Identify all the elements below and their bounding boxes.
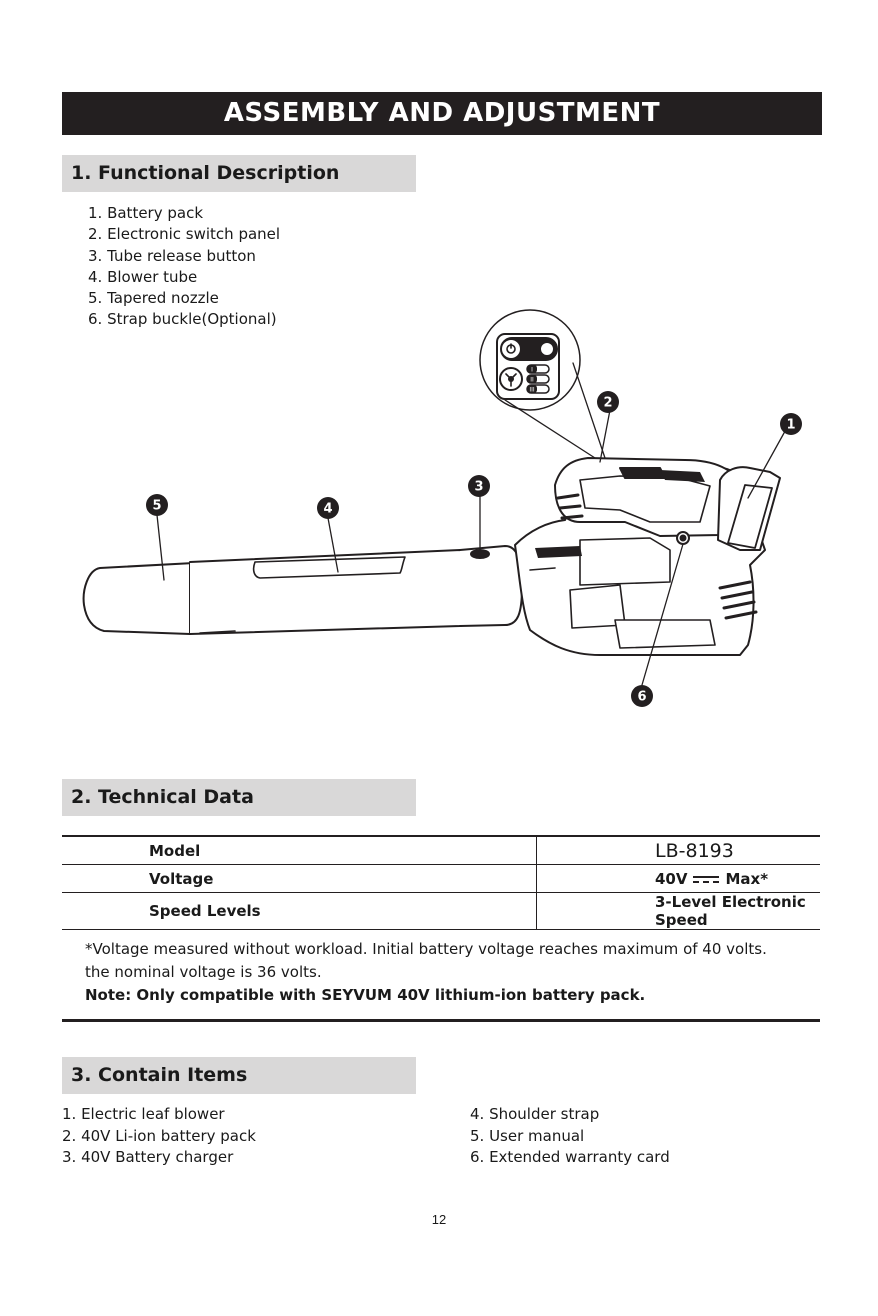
callout-4 [317,497,339,519]
svg-text:4: 4 [323,501,333,517]
section-divider [62,1019,820,1022]
voltage-note: the nominal voltage is 36 volts. [85,963,322,981]
page-number: 12 [431,1212,447,1227]
section-heading-functional: 1. Functional Description [62,155,416,192]
list-item: 4. Shoulder strap [470,1105,600,1123]
voltage-suffix: Max* [725,869,769,888]
technical-notes [85,938,767,1007]
list-item: 2. Electronic switch panel [88,225,281,244]
svg-text:1: 1 [786,417,796,433]
spec-value: 3-Level Electronic Speed [537,893,821,930]
table-row [62,865,820,893]
section-heading-technical: 2. Technical Data [62,779,416,816]
leaf-blower-illustration [60,300,878,720]
list-item: 1. Electric leaf blower [62,1105,225,1123]
table-row [62,836,820,865]
technical-data-table [62,835,820,930]
callout-6 [631,685,653,707]
svg-text:2: 2 [603,395,613,411]
svg-text:3: 3 [474,479,484,495]
compatibility-note: Note: Only compatible with SEYVUM 40V lithium-ion battery pack. [85,986,646,1004]
spec-value [537,865,821,893]
speed-level-label: III [529,386,535,394]
callout-1 [780,413,802,435]
list-item: 6. Extended warranty card [470,1148,670,1166]
contents-list-left [62,1104,256,1169]
callout-3 [468,475,490,497]
list-item: 5. Tapered nozzle [88,289,219,308]
callout-2 [597,391,619,413]
contents-list-right [470,1104,670,1169]
speed-level-label: II [530,376,534,384]
list-item: 4. Blower tube [88,267,198,286]
svg-text:6: 6 [637,689,647,705]
switch-panel-inset [480,310,605,458]
spec-label: Speed Levels [62,893,537,930]
page-banner-title: ASSEMBLY AND ADJUSTMENT [62,92,822,135]
voltage-value: 40V [655,869,688,888]
list-item: 5. User manual [470,1126,585,1145]
list-item: 1. Battery pack [88,204,204,222]
table-row [62,893,820,930]
list-item: 6. Strap buckle(Optional) [88,310,277,329]
spec-label: Model [62,836,537,865]
spec-value: LB-8193 [537,836,821,865]
section-heading-contents: 3. Contain Items [62,1057,416,1094]
spec-label: Voltage [62,865,537,893]
svg-text:5: 5 [152,498,162,514]
voltage-note: *Voltage measured without workload. Initial battery voltage reaches maximum of 40 volts. [85,940,767,958]
callout-5 [146,494,168,516]
speed-level-label: I [531,366,533,374]
list-item: 3. Tube release button [88,246,256,265]
dc-symbol-icon [693,875,719,884]
list-item: 2. 40V Li-ion battery pack [62,1126,256,1145]
list-item: 3. 40V Battery charger [62,1148,234,1166]
